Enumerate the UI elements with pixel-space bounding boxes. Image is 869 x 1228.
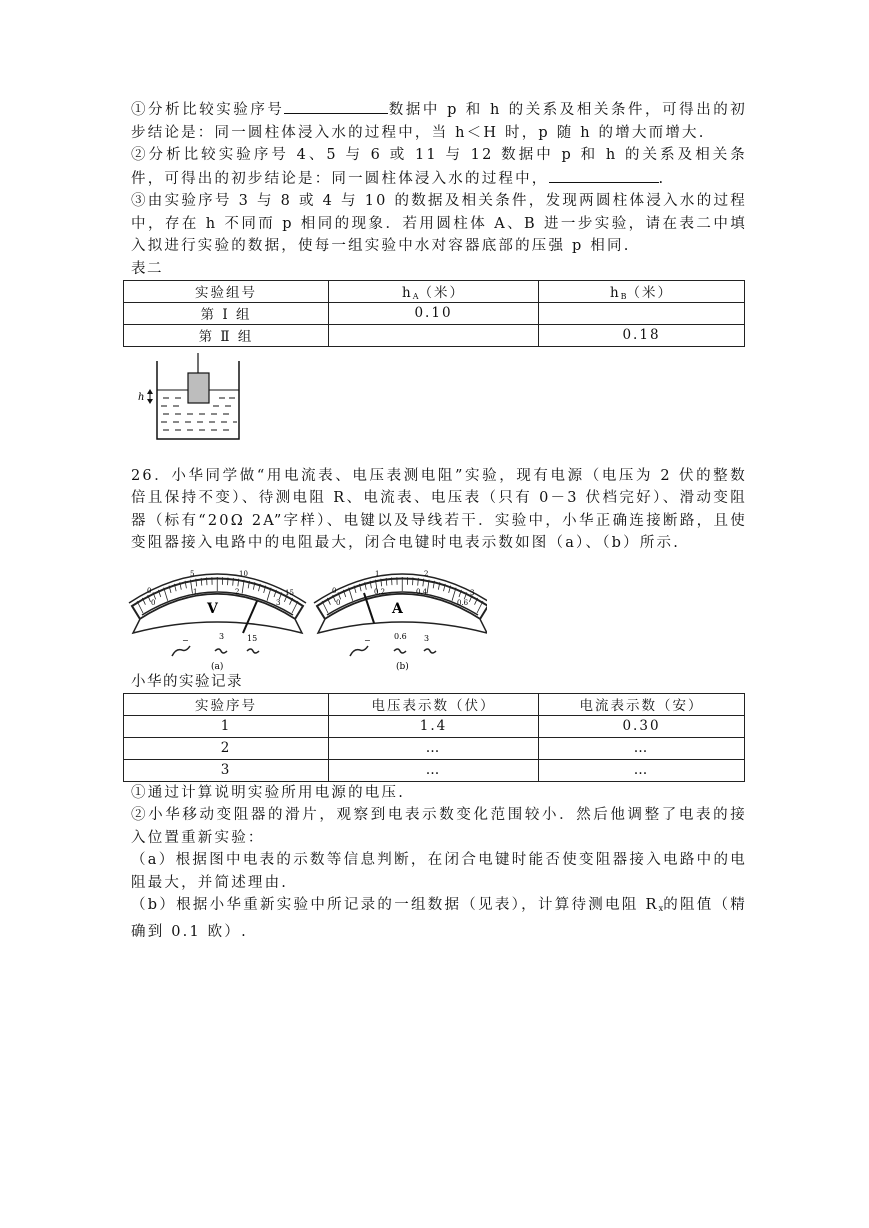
table-header-cell: $h_A$（米） [329,280,539,302]
scale-label: 10 [239,569,248,578]
voltmeter-symbol: V [207,600,218,617]
table-cell: 第 Ⅰ 组 [124,302,329,324]
table-cell: 0.30 [539,715,745,737]
table-cell-blank[interactable] [539,302,745,324]
scale-label: 0.4 [416,587,428,596]
terminal-label: 15 [247,633,258,643]
table-row [124,693,745,715]
meter-a-label: (a) [211,661,224,671]
table2-caption: 表二 [131,260,163,277]
scale-label: 3 [470,588,475,597]
table-header-cell: 实验序号 [124,693,329,715]
terminal-label: 3 [219,631,225,641]
meter-b-label: (b) [396,661,409,671]
table-cell: 3 [124,759,329,781]
scale-label: 0 [151,598,156,607]
table-row [124,324,745,346]
table-cell: … [539,759,745,781]
scale-label: 2 [235,587,240,596]
scale-label: 0.2 [374,587,386,596]
document-page [131,98,747,943]
ammeter-symbol: A [392,600,403,617]
meters-figure [127,561,487,671]
table-row [124,759,745,781]
q26-intro: 26．小华同学做“用电流表、电压表测电阻”实验，现有电源（电压为 2 伏的整数倍且保持不变）、待测电阻 R、电流表、电压表（只有 0－3 伏档完好）、滑动变阻器（标有“20Ω 2A”字样）、电键以及导线若干．实验中，小华正确连接断路，且使变阻器接入电路中的电阻最大，闭合电键时电表示数如图（a）、（b）所示. [131,467,747,551]
terminal-label: 0.6 [394,631,407,641]
record-caption: 小华的实验记录 [131,673,243,690]
table-row [124,715,745,737]
table-cell-blank[interactable] [329,324,539,346]
scale-label: 0.6 [457,598,469,607]
scale-label: 0 [336,598,341,607]
q25-part2: ②分析比较实验序号 4、5 与 6 或 11 与 12 数据中 p 和 h 的关系及相关条件，可得出的初步结论是：同一圆柱体浸入水的过程中， . [131,147,747,187]
record-table [123,693,745,782]
table-cell: 0.18 [539,324,745,346]
scale-label: 1 [375,569,380,578]
terminal-label: − [364,635,371,645]
h-label: h [138,391,145,403]
table-row [124,280,745,302]
answer-blank-2[interactable] [549,167,659,183]
table-cell: … [539,737,745,759]
q26-question-2a: （a）根据图中电表的示数等信息判断，在闭合电键时能否使变阻器接入电路中的电阻最大，并简述理由. [131,852,747,891]
terminal-label: − [182,635,189,645]
q26-question-2b: （b）根据小华重新实验中所记录的一组数据（见表），计算待测电阻 $R_x$的阻值（精确到 0.1 欧）. [131,897,748,940]
scale-label: 0 [332,586,337,595]
q25-part3: ③由实验序号 3 与 8 或 4 与 10 的数据及相关条件，发现两圆柱体浸入水的过程中，存在 h 不同而 p 相同的现象．若用圆柱体 A、B 进一步实验，请在表二中填入拟进行实验的数据，使每一组实验中水对容器底部的压强 p 相同. [131,193,747,254]
terminal-label: 3 [424,633,430,643]
table-header-cell: 电流表示数（安） [539,693,745,715]
q26-question-1: ①通过计算说明实验所用电源的电压. [131,784,406,801]
voltmeter [129,570,306,671]
table-header-cell: 实验组号 [124,280,329,302]
scale-label: 0 [147,586,152,595]
cylinder-in-water-figure [135,353,245,453]
table-header-cell: $h_B$（米） [539,280,745,302]
scale-label: 5 [190,569,195,578]
scale-label: 2 [424,569,429,578]
table-header-cell: 电压表示数（伏） [329,693,539,715]
table-cell: 1 [124,715,329,737]
table-cell: 2 [124,737,329,759]
table-cell: … [329,759,539,781]
scale-label: 3 [276,598,281,607]
ammeter [314,570,487,671]
q25-part1: ①分析比较实验序号 数据中 p 和 h 的关系及相关条件，可得出的初步结论是：同一圆柱体浸入水的过程中，当 h＜H 时，p 随 h 的增大而增大. [131,98,747,144]
table-row [124,737,745,759]
table-row [124,302,745,324]
table2 [123,280,745,347]
table-cell: … [329,737,539,759]
scale-label: 1 [193,587,198,596]
answer-blank-1[interactable] [284,98,388,114]
table-cell: 第 Ⅱ 组 [124,324,329,346]
table-cell: 0.10 [329,302,539,324]
q26-question-2: ②小华移动变阻器的滑片，观察到电表示数变化范围较小．然后他调整了电表的接入位置重新实验： [131,807,747,846]
table-cell: 1.4 [329,715,539,737]
scale-label: 15 [285,588,294,597]
